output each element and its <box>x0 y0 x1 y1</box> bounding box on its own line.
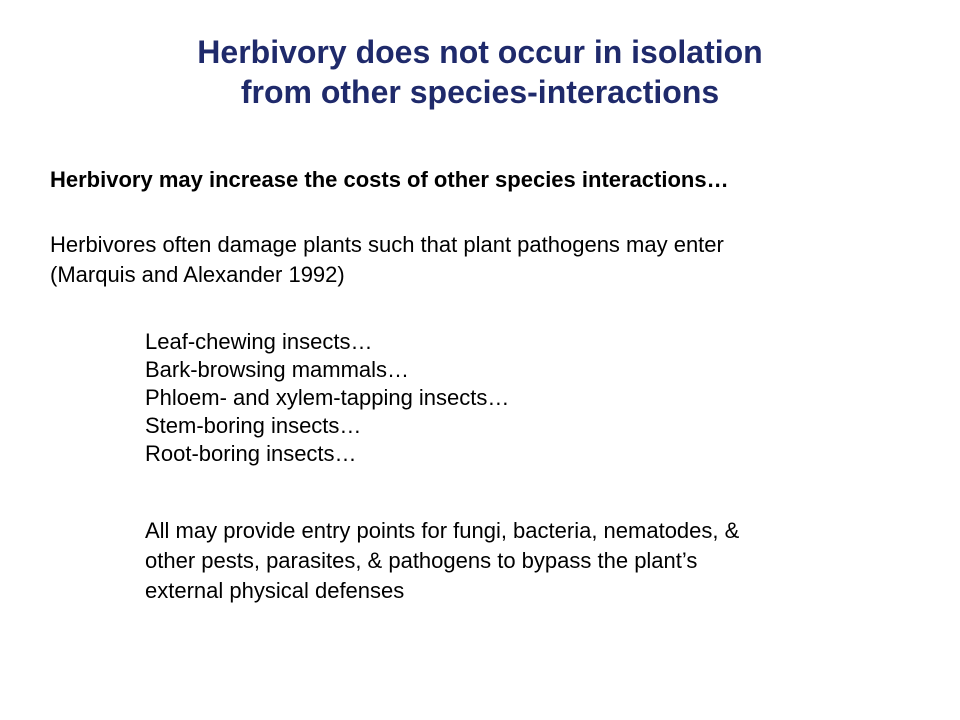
intro-paragraph <box>50 230 930 290</box>
conclusion-paragraph <box>145 516 925 606</box>
herbivore-examples-list <box>145 328 905 468</box>
intro-citation: (Marquis and Alexander 1992) <box>50 262 345 287</box>
title-line-1: Herbivory does not occur in isolation <box>197 34 763 70</box>
conclusion-line-3: external physical defenses <box>145 578 405 603</box>
subheading: Herbivory may increase the costs of other species interactions… <box>50 167 729 192</box>
conclusion-line-2: other pests, parasites, & pathogens to bypass the plant’s <box>145 548 698 573</box>
list-item: Stem-boring insects… <box>145 413 362 438</box>
title-line-2: from other species-interactions <box>240 74 720 110</box>
list-item: Root-boring insects… <box>145 441 357 466</box>
list-item: Bark-browsing mammals… <box>145 357 410 382</box>
slide-title <box>0 32 960 112</box>
list-item: Leaf-chewing insects… <box>145 329 373 354</box>
list-item: Phloem- and xylem-tapping insects… <box>145 385 510 410</box>
intro-line-1: Herbivores often damage plants such that plant pathogens may enter <box>50 232 724 257</box>
conclusion-line-1: All may provide entry points for fungi, bacteria, nematodes, & <box>145 518 740 543</box>
